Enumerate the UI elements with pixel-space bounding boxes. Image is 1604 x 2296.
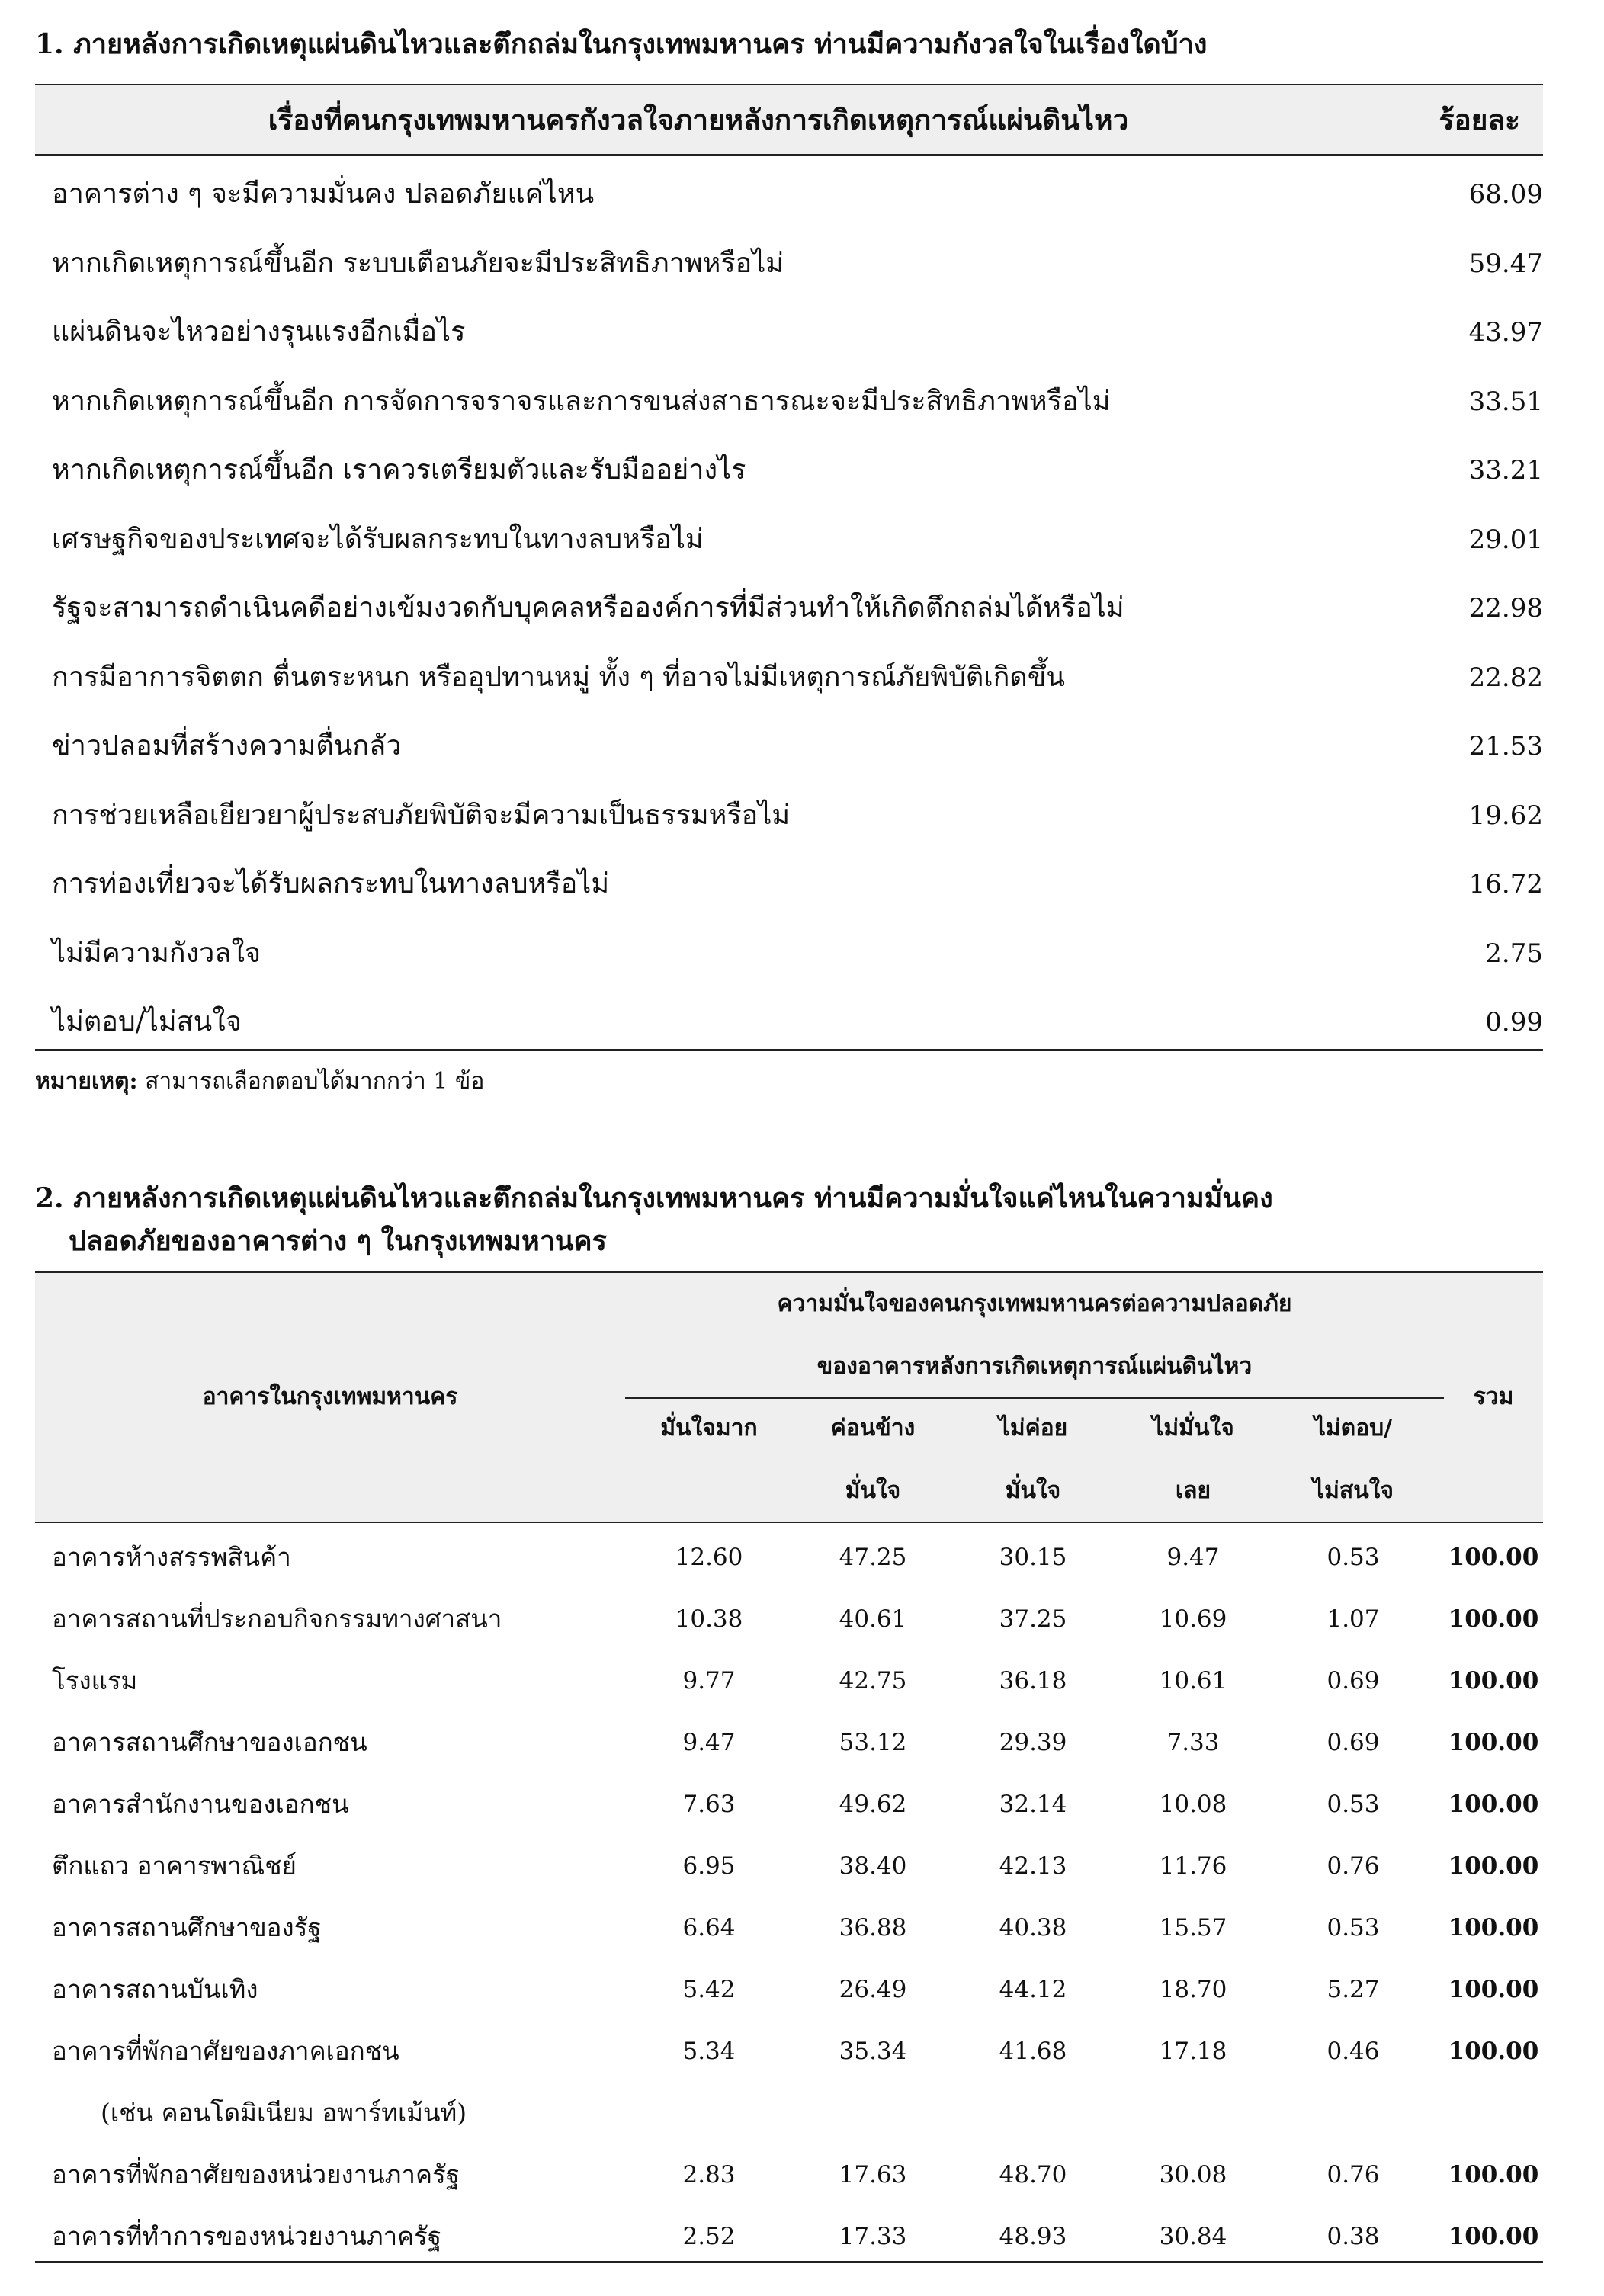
- table2-header-total: รวม: [1473, 1384, 1514, 1410]
- confidence-value: 10.38: [675, 1605, 743, 1633]
- concern-percent: 16.72: [1468, 869, 1543, 899]
- table1-row: [35, 919, 1543, 988]
- confidence-value: 38.40: [839, 1852, 907, 1880]
- row-total: 100.00: [1448, 2223, 1539, 2250]
- building-label: โรงแรม: [52, 1666, 138, 1695]
- row-total: 100.00: [1448, 1729, 1539, 1756]
- confidence-value: 17.63: [839, 2161, 907, 2189]
- building-label: อาคารสถานบันเทิง: [52, 1974, 258, 2004]
- confidence-value: 1.07: [1327, 1605, 1380, 1633]
- confidence-value: 9.47: [682, 1729, 736, 1756]
- confidence-value: 6.95: [682, 1852, 736, 1880]
- confidence-value: 2.52: [682, 2223, 736, 2250]
- confidence-value: 0.53: [1327, 1791, 1380, 1818]
- row-total: 100.00: [1448, 2161, 1539, 2189]
- concern-percent: 33.51: [1468, 386, 1543, 417]
- confidence-value: 7.63: [682, 1791, 736, 1818]
- table1-row: [35, 367, 1543, 436]
- row-total: 100.00: [1448, 1914, 1539, 1942]
- table2-header-rule: [35, 1522, 1543, 1523]
- confidence-value: 40.61: [839, 1605, 907, 1633]
- confidence-value: 48.70: [999, 2161, 1067, 2189]
- concern-label: หากเกิดเหตุการณ์ขึ้นอีก เราควรเตรียมตัวและรับมืออย่างไร: [52, 454, 746, 486]
- concern-percent: 43.97: [1468, 317, 1543, 348]
- table1-row: [35, 781, 1543, 850]
- table2-row: [35, 1773, 1543, 1836]
- col-header-fairly-confident-l1: ค่อนข้าง: [830, 1415, 916, 1441]
- table1-row: [35, 643, 1543, 712]
- concern-label: การช่วยเหลือเยียวยาผู้ประสบภัยพิบัติจะมีความเป็นธรรมหรือไม่: [52, 799, 791, 831]
- confidence-value: 48.93: [999, 2223, 1067, 2250]
- table2-header-building: อาคารในกรุงเทพมหานคร: [202, 1384, 458, 1410]
- confidence-value: 17.33: [839, 2223, 907, 2250]
- building-label: อาคารสถานศึกษาของรัฐ: [52, 1913, 322, 1942]
- confidence-value: 11.76: [1159, 1852, 1227, 1880]
- table1-row: [35, 229, 1543, 298]
- confidence-value: 5.34: [682, 2038, 736, 2065]
- confidence-value: 10.08: [1159, 1791, 1227, 1818]
- confidence-value: 5.27: [1327, 1976, 1380, 2003]
- confidence-value: 12.60: [675, 1544, 743, 1571]
- table2-bottom-rule: [35, 2261, 1543, 2263]
- concern-percent: 2.75: [1485, 938, 1543, 969]
- confidence-value: 30.08: [1159, 2161, 1227, 2189]
- table1-row: [35, 505, 1543, 574]
- table1-row: [35, 712, 1543, 781]
- confidence-value: 0.38: [1327, 2223, 1380, 2250]
- col-header-very-confident-l1: มั่นใจมาก: [660, 1415, 758, 1441]
- table2-row: [35, 2020, 1543, 2083]
- col-header-no-answer-l1: ไม่ตอบ/: [1314, 1415, 1393, 1441]
- table2-row: [35, 1650, 1543, 1712]
- confidence-value: 41.68: [999, 2038, 1067, 2065]
- table1-row: [35, 988, 1543, 1057]
- col-header-fairly-confident-l2: มั่นใจ: [845, 1477, 901, 1504]
- concern-percent: 21.53: [1468, 731, 1543, 762]
- table1-row: [35, 160, 1543, 229]
- confidence-value: 30.84: [1159, 2223, 1227, 2250]
- table2-row: [35, 1835, 1543, 1897]
- confidence-value: 0.76: [1327, 1852, 1380, 1880]
- table1-note: [35, 1063, 484, 1100]
- building-label: อาคารที่พักอาศัยของภาคเอกชน: [52, 2036, 399, 2066]
- confidence-value: 9.47: [1166, 1544, 1220, 1571]
- table1-row: [35, 574, 1543, 643]
- table1-header-percent: ร้อยละ: [1439, 103, 1520, 136]
- confidence-value: 18.70: [1159, 1976, 1227, 2003]
- concern-percent: 29.01: [1468, 524, 1543, 555]
- row-total: 100.00: [1448, 2038, 1539, 2065]
- concern-label: การมีอาการจิตตก ตื่นตระหนก หรืออุปทานหมู่ ทั้ง ๆ ที่อาจไม่มีเหตุการณ์ภัยพิบัติเกิดขึ้น: [52, 661, 1065, 693]
- section2-title-line1: 2. ภายหลังการเกิดเหตุแผ่นดินไหวและตึกถล่มในกรุงเทพมหานคร ท่านมีความมั่นใจแค่ไหนในความมั่นคง: [35, 1182, 1273, 1214]
- building-label: อาคารที่พักอาศัยของหน่วยงานภาครัฐ: [52, 2160, 460, 2189]
- table1-row: [35, 850, 1543, 919]
- building-label: อาคารสถานที่ประกอบกิจกรรมทางศาสนา: [52, 1604, 502, 1634]
- concern-percent: 19.62: [1468, 800, 1543, 831]
- concern-label: อาคารต่าง ๆ จะมีความมั่นคง ปลอดภัยแค่ไหน: [52, 178, 595, 210]
- table2-row: [35, 2144, 1543, 2206]
- confidence-value: 0.69: [1327, 1729, 1380, 1756]
- confidence-value: 35.34: [839, 2038, 907, 2065]
- confidence-value: 0.76: [1327, 2161, 1380, 2189]
- table2-row: [35, 1588, 1543, 1650]
- table1-header: [35, 85, 1543, 154]
- col-header-not-very-confident-l1: ไม่ค่อย: [998, 1415, 1068, 1441]
- confidence-value: 53.12: [839, 1729, 907, 1756]
- confidence-value: 10.61: [1159, 1667, 1227, 1695]
- col-header-not-confident-l2: เลย: [1175, 1477, 1211, 1504]
- concern-label: แผ่นดินจะไหวอย่างรุนแรงอีกเมื่อไร: [52, 316, 466, 348]
- confidence-value: 5.42: [682, 1976, 736, 2003]
- concern-label: เศรษฐกิจของประเทศจะได้รับผลกระทบในทางลบหรือไม่: [52, 523, 704, 555]
- confidence-value: 47.25: [839, 1544, 907, 1571]
- concern-label: หากเกิดเหตุการณ์ขึ้นอีก การจัดการจราจรและการขนส่งสาธารณะจะมีประสิทธิภาพหรือไม่: [52, 385, 1111, 417]
- table1-bottom-rule: [35, 1049, 1543, 1051]
- confidence-value: 7.33: [1166, 1729, 1220, 1756]
- confidence-value: 17.18: [1159, 2038, 1227, 2065]
- concern-label: ข่าวปลอมที่สร้างความตื่นกลัว: [52, 730, 402, 762]
- concern-percent: 22.82: [1468, 662, 1543, 693]
- table2-row: [35, 1526, 1543, 1589]
- table2-row: [35, 2205, 1543, 2268]
- row-total: 100.00: [1448, 1667, 1539, 1695]
- row-total: 100.00: [1448, 1605, 1539, 1633]
- table1-header-rule: [35, 154, 1543, 156]
- table2-header: [35, 1273, 1543, 1522]
- confidence-value: 30.15: [999, 1544, 1067, 1571]
- row-total: 100.00: [1448, 1852, 1539, 1880]
- section1-title: 1. ภายหลังการเกิดเหตุแผ่นดินไหวและตึกถล่มในกรุงเทพมหานคร ท่านมีความกังวลใจในเรื่องใดบ้าง: [35, 28, 1208, 60]
- confidence-value: 42.75: [839, 1667, 907, 1695]
- building-label: (เช่น คอนโดมิเนียม อพาร์ทเม้นท์): [101, 2098, 467, 2128]
- confidence-value: 2.83: [682, 2161, 736, 2189]
- concern-percent: 22.98: [1468, 593, 1543, 624]
- confidence-value: 42.13: [999, 1852, 1067, 1880]
- col-header-no-answer-l2: ไม่สนใจ: [1313, 1477, 1394, 1504]
- confidence-value: 0.53: [1327, 1544, 1380, 1571]
- row-total: 100.00: [1448, 1791, 1539, 1818]
- confidence-value: 6.64: [682, 1914, 736, 1942]
- table1-row: [35, 298, 1543, 367]
- confidence-value: 15.57: [1159, 1914, 1227, 1942]
- table2-header-group-line1: ความมั่นใจของคนกรุงเทพมหานครต่อความปลอดภัย: [777, 1291, 1292, 1317]
- note-label: หมายเหตุ:: [35, 1068, 138, 1095]
- confidence-value: 9.77: [682, 1667, 736, 1695]
- confidence-value: 40.38: [999, 1914, 1067, 1942]
- concern-label: รัฐจะสามารถดำเนินคดีอย่างเข้มงวดกับบุคคลหรือองค์การที่มีส่วนทำให้เกิดตึกถล่มได้หรือไม่: [52, 592, 1124, 624]
- section2-title-line2: ปลอดภัยของอาคารต่าง ๆ ในกรุงเทพมหานคร: [69, 1225, 607, 1257]
- concern-percent: 0.99: [1485, 1007, 1543, 1037]
- confidence-value: 36.18: [999, 1667, 1067, 1695]
- concern-percent: 33.21: [1468, 455, 1543, 486]
- confidence-value: 32.14: [999, 1791, 1067, 1818]
- concern-percent: 68.09: [1468, 179, 1543, 210]
- confidence-value: 0.69: [1327, 1667, 1380, 1695]
- table2-row: [35, 1897, 1543, 1959]
- confidence-value: 29.39: [999, 1729, 1067, 1756]
- table1-row: [35, 436, 1543, 505]
- confidence-value: 44.12: [999, 1976, 1067, 2003]
- table2-row: [35, 2082, 1543, 2144]
- concern-label: ไม่ตอบ/ไม่สนใจ: [52, 1006, 242, 1037]
- confidence-value: 0.53: [1327, 1914, 1380, 1942]
- table2-header-group-line2: ของอาคารหลังการเกิดเหตุการณ์แผ่นดินไหว: [816, 1353, 1253, 1380]
- table2-row: [35, 1711, 1543, 1774]
- building-label: อาคารห้างสรรพสินค้า: [52, 1542, 291, 1572]
- confidence-value: 10.69: [1159, 1605, 1227, 1633]
- building-label: อาคารสำนักงานของเอกชน: [52, 1789, 349, 1819]
- confidence-value: 0.46: [1327, 2038, 1380, 2065]
- row-total: 100.00: [1448, 1544, 1539, 1571]
- col-header-not-confident-l1: ไม่มั่นใจ: [1152, 1415, 1234, 1441]
- note-text: สามารถเลือกตอบได้มากกว่า 1 ข้อ: [137, 1068, 485, 1095]
- table1-header-topic: เรื่องที่คนกรุงเทพมหานครกังวลใจภายหลังการเกิดเหตุการณ์แผ่นดินไหว: [268, 103, 1129, 136]
- building-label: อาคารสถานศึกษาของเอกชน: [52, 1727, 367, 1757]
- building-label: ตึกแถว อาคารพาณิชย์: [52, 1851, 297, 1881]
- concern-label: หากเกิดเหตุการณ์ขึ้นอีก ระบบเตือนภัยจะมีประสิทธิภาพหรือไม่: [52, 247, 784, 279]
- confidence-value: 36.88: [839, 1914, 907, 1942]
- col-header-not-very-confident-l2: มั่นใจ: [1005, 1477, 1061, 1504]
- row-total: 100.00: [1448, 1976, 1539, 2003]
- concern-label: ไม่มีความกังวลใจ: [52, 937, 261, 969]
- confidence-value: 26.49: [839, 1976, 907, 2003]
- confidence-value: 49.62: [839, 1791, 907, 1818]
- concern-percent: 59.47: [1468, 248, 1543, 279]
- concern-label: การท่องเที่ยวจะได้รับผลกระทบในทางลบหรือไม่: [52, 868, 610, 899]
- table2-row: [35, 1958, 1543, 2021]
- confidence-value: 37.25: [999, 1605, 1067, 1633]
- building-label: อาคารที่ทำการของหน่วยงานภาครัฐ: [52, 2221, 442, 2251]
